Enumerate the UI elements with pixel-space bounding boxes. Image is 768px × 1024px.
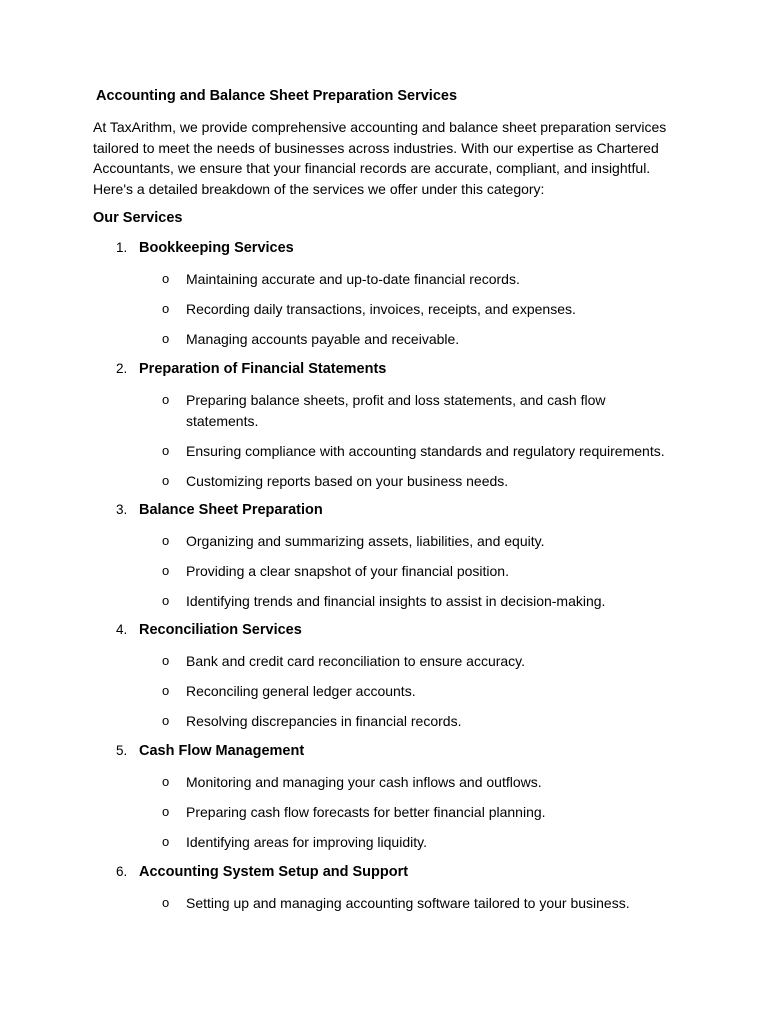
service-number: 1. (116, 240, 128, 255)
bullet-marker: o (162, 683, 170, 698)
intro-line: Accountants, we ensure that your financial records are accurate, compliant, and insightful. (93, 160, 651, 176)
intro-line: tailored to meet the needs of businesses across industries. With our expertise as Chartered (93, 139, 659, 156)
bullet-marker: o (162, 593, 170, 608)
bullet-item (186, 681, 686, 702)
bullet-item-text: statements. (186, 412, 259, 429)
bullet-marker: o (162, 895, 170, 910)
service-number: 3. (116, 502, 128, 517)
bullet-marker: o (162, 392, 170, 407)
intro-line: Here's a detailed breakdown of the services we offer under this category: (93, 180, 545, 197)
bullet-item (186, 591, 686, 612)
bullet-item (186, 893, 686, 914)
bullet-item (186, 441, 686, 462)
bullet-item-text: Ensuring compliance with accounting standards and regulatory requirements. (186, 443, 665, 459)
bullet-item-text: Identifying areas for improving liquidity. (186, 834, 427, 850)
bullet-marker: o (162, 301, 170, 316)
bullet-item-text: Reconciling general ledger accounts. (186, 683, 416, 699)
service-title: Accounting System Setup and Support (139, 864, 409, 880)
bullet-marker: o (162, 443, 170, 458)
document-title: Accounting and Balance Sheet Preparation Services (96, 88, 458, 104)
service-title: Bookkeeping Services (139, 240, 294, 256)
bullet-item-text: Providing a clear snapshot of your financial position. (186, 563, 509, 579)
bullet-item (186, 299, 686, 320)
bullet-marker: o (162, 834, 170, 849)
bullet-item (186, 832, 686, 853)
service-title: Cash Flow Management (139, 743, 305, 759)
section-heading: Our Services (93, 210, 183, 226)
service-number: 6. (116, 864, 128, 879)
bullet-item (186, 471, 686, 492)
service-title: Reconciliation Services (139, 622, 302, 638)
bullet-item-text: Monitoring and managing your cash inflows and outflows. (186, 774, 542, 790)
bullet-marker: o (162, 804, 170, 819)
bullet-marker: o (162, 653, 170, 668)
bullet-marker: o (162, 774, 170, 789)
bullet-item (186, 651, 686, 672)
bullet-marker: o (162, 473, 170, 488)
bullet-item-text: Bank and credit card reconciliation to ensure accuracy. (186, 653, 526, 669)
service-title: Preparation of Financial Statements (139, 361, 387, 377)
bullet-item-text: Managing accounts payable and receivable. (186, 331, 460, 347)
bullet-item (186, 802, 686, 823)
bullet-item-text: Preparing cash flow forecasts for better financial planning. (186, 804, 546, 820)
service-title: Balance Sheet Preparation (139, 502, 323, 518)
bullet-item (186, 329, 686, 350)
bullet-item-text: Resolving discrepancies in financial records. (186, 713, 462, 729)
bullet-marker: o (162, 331, 170, 346)
bullet-item (186, 531, 686, 552)
service-number: 5. (116, 743, 128, 758)
bullet-item (186, 561, 686, 582)
bullet-item (186, 269, 686, 290)
bullet-item (186, 711, 686, 732)
bullet-marker: o (162, 271, 170, 286)
bullet-item-text: Maintaining accurate and up-to-date financial records. (186, 271, 520, 287)
bullet-item-text: Organizing and summarizing assets, liabilities, and equity. (186, 533, 545, 549)
bullet-item-text: Recording daily transactions, invoices, receipts, and expenses. (186, 301, 576, 317)
bullet-item-text: Preparing balance sheets, profit and loss statements, and cash flow (186, 392, 606, 408)
bullet-item (186, 772, 686, 793)
intro-line: At TaxArithm, we provide comprehensive accounting and balance sheet preparation services (93, 119, 667, 135)
service-number: 2. (116, 361, 128, 376)
service-number: 4. (116, 622, 128, 637)
bullet-item-text: Customizing reports based on your business needs. (186, 473, 509, 489)
bullet-item-text: Identifying trends and financial insights to assist in decision-making. (186, 593, 606, 609)
bullet-item-text: Setting up and managing accounting software tailored to your business. (186, 895, 630, 911)
bullet-marker: o (162, 713, 170, 728)
bullet-marker: o (162, 533, 170, 548)
bullet-item (186, 390, 686, 431)
bullet-marker: o (162, 563, 170, 578)
